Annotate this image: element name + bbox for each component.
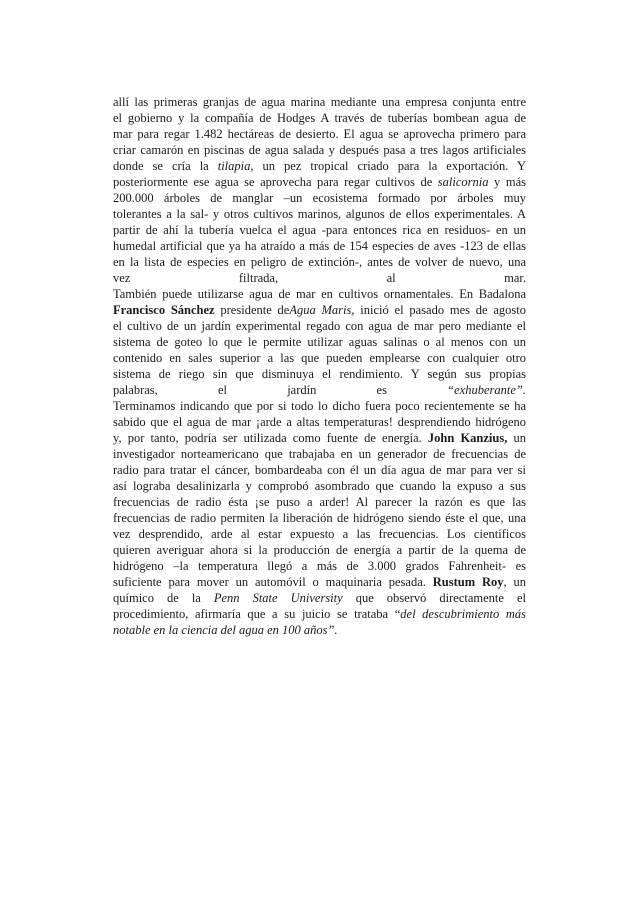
text-run: tolerantes a la sal- y otros cultivos marinos, algunos de ellos experimentales. A: [113, 207, 526, 221]
text-run: allí las primeras granjas de agua marina mediante una empresa conjunta entre: [113, 95, 526, 109]
text-line: [113, 558, 526, 574]
text-run: el cultivo de un jardín experimental regado con agua de mar pero mediante el: [113, 319, 526, 333]
text-line: [113, 238, 526, 254]
text-run: quieren averiguar ahora si la producción de energía a partir de la quema de: [113, 543, 526, 557]
text-run: , un pez tropical criado para la exportación. Y: [250, 159, 526, 173]
text-line: [113, 590, 526, 606]
text-word: mar.: [504, 271, 526, 285]
text-run: humedal artificial que ya ha atraído a más de 154 especies de aves -123 de ellas: [113, 239, 526, 253]
italic-text: tilapia: [217, 159, 251, 173]
text-line: [113, 270, 526, 286]
text-line: [113, 366, 526, 382]
text-word: palabras,: [113, 383, 158, 397]
text-line: [113, 254, 526, 270]
text-run: , un: [503, 575, 526, 589]
bold-name: Rustum Roy: [432, 575, 504, 589]
text-word: filtrada,: [238, 271, 279, 285]
text-line: [113, 414, 526, 430]
text-run: donde se cría la: [113, 159, 218, 173]
text-run: así lograba desalinizarla y comprobó asombrado que cuando la expuso a sus: [113, 479, 526, 493]
text-run: criar camarón en piscinas de agua salada y después pasa a tres lagos artificiales: [113, 143, 526, 157]
text-run: frecuencias de radio permiten la liberación de hidrógeno siendo éste el que, una: [113, 511, 526, 525]
text-line: [113, 462, 526, 478]
text-word: “exhuberante”.: [447, 383, 526, 397]
text-line: [113, 446, 526, 462]
text-word: el: [217, 383, 227, 397]
text-run: vez desprendido, arde al estar expuesto a las frecuencias. Los científicos: [113, 527, 526, 541]
text-line: [113, 494, 526, 510]
text-line: [113, 510, 526, 526]
text-line: [113, 142, 526, 158]
text-run: un: [507, 431, 527, 445]
text-run: en la lista de especies en peligro de extinción-, antes de volver de nuevo, una: [113, 255, 526, 269]
text-run: Terminamos indicando que por si todo lo dicho fuera poco recientemente se ha: [113, 399, 526, 413]
text-run: contenido en sales superior a las que pueden emplearse con cualquier otro: [113, 351, 526, 365]
text-line: [113, 606, 526, 622]
text-run: que observó directamente el: [342, 591, 526, 605]
italic-text: Agua Maris,: [289, 303, 355, 317]
text-run: el gobierno y la compañía de Hodges A través de tuberías bombean agua de: [113, 111, 526, 125]
text-run: sabido que el agua de mar ¡arde a altas temperaturas! desprendiendo hidrógeno: [113, 415, 526, 429]
text-run: radio para tratar el cáncer, bombardeaba con él un día agua de mar para ver si: [113, 463, 526, 477]
text-run: posteriormente ese agua se aprovecha para regar cultivos de: [113, 175, 438, 189]
text-run: y más: [488, 175, 526, 189]
text-run: hidrógeno –la temperatura llegó a más de 3.000 grados Fahrenheit- es: [113, 559, 526, 573]
text-run: investigador norteamericano que trabajaba en un generador de frecuencias de: [113, 447, 526, 461]
bold-name: John Kanzius,: [427, 431, 508, 445]
text-run: y, por tanto, podría ser utilizada como fuente de energía.: [113, 431, 428, 445]
text-line: [113, 94, 526, 110]
text-line: [113, 430, 526, 446]
italic-text: salicornia: [437, 175, 489, 189]
text-line: [113, 574, 526, 590]
italic-text: notable en la ciencia del agua en 100 años”.: [113, 623, 338, 637]
text-line: [113, 334, 526, 350]
text-run: procedimiento, afirmaría que a su juicio se trataba “: [113, 607, 401, 621]
text-line: [113, 542, 526, 558]
text-run: sistema de goteo lo que le permite utilizar aguas salinas o al menos con un: [113, 335, 526, 349]
text-line: [113, 190, 526, 206]
text-run: presidente de: [214, 303, 290, 317]
text-run: También puede utilizarse agua de mar en cultivos ornamentales. En Badalona: [113, 287, 526, 301]
text-run: suficiente para mover un automóvil o maquinaria pesada.: [113, 575, 433, 589]
text-line: [113, 174, 526, 190]
text-line: [113, 350, 526, 366]
text-run: inició el pasado mes de agosto: [354, 303, 526, 317]
text-line: [113, 126, 526, 142]
text-line: [113, 206, 526, 222]
text-line: [113, 398, 526, 414]
text-line: [113, 110, 526, 126]
text-run: sistema de riego sin que disminuya el rendimiento. Y según sus propias: [113, 367, 526, 381]
bold-name: Francisco Sánchez: [113, 303, 215, 317]
text-word: es: [376, 383, 387, 397]
text-line: [113, 478, 526, 494]
text-run: frecuencias de radio ésta ¡se puso a arder! Al parecer la razón es que las: [113, 495, 526, 509]
text-line: [113, 302, 526, 318]
text-line: [113, 526, 526, 542]
text-line: [113, 622, 526, 638]
text-run: 200.000 árboles de manglar –un ecosistema formado por árboles muy: [113, 191, 526, 205]
text-word: vez: [113, 271, 131, 285]
text-line: [113, 286, 526, 302]
text-line: [113, 382, 526, 398]
text-run: mar para regar 1.482 hectáreas de desierto. El agua se aprovecha primero para: [113, 127, 526, 141]
text-word: jardín: [287, 383, 317, 397]
text-line: [113, 222, 526, 238]
text-line: [113, 158, 526, 174]
text-word: al: [386, 271, 396, 285]
italic-text: Penn State University: [213, 591, 343, 605]
text-run: partir de ahí la tubería vuelca el agua -para entonces rica en residuos- en un: [113, 223, 526, 237]
text-run: químico de la: [113, 591, 214, 605]
italic-text: del descubrimiento más: [400, 607, 526, 621]
text-line: [113, 318, 526, 334]
